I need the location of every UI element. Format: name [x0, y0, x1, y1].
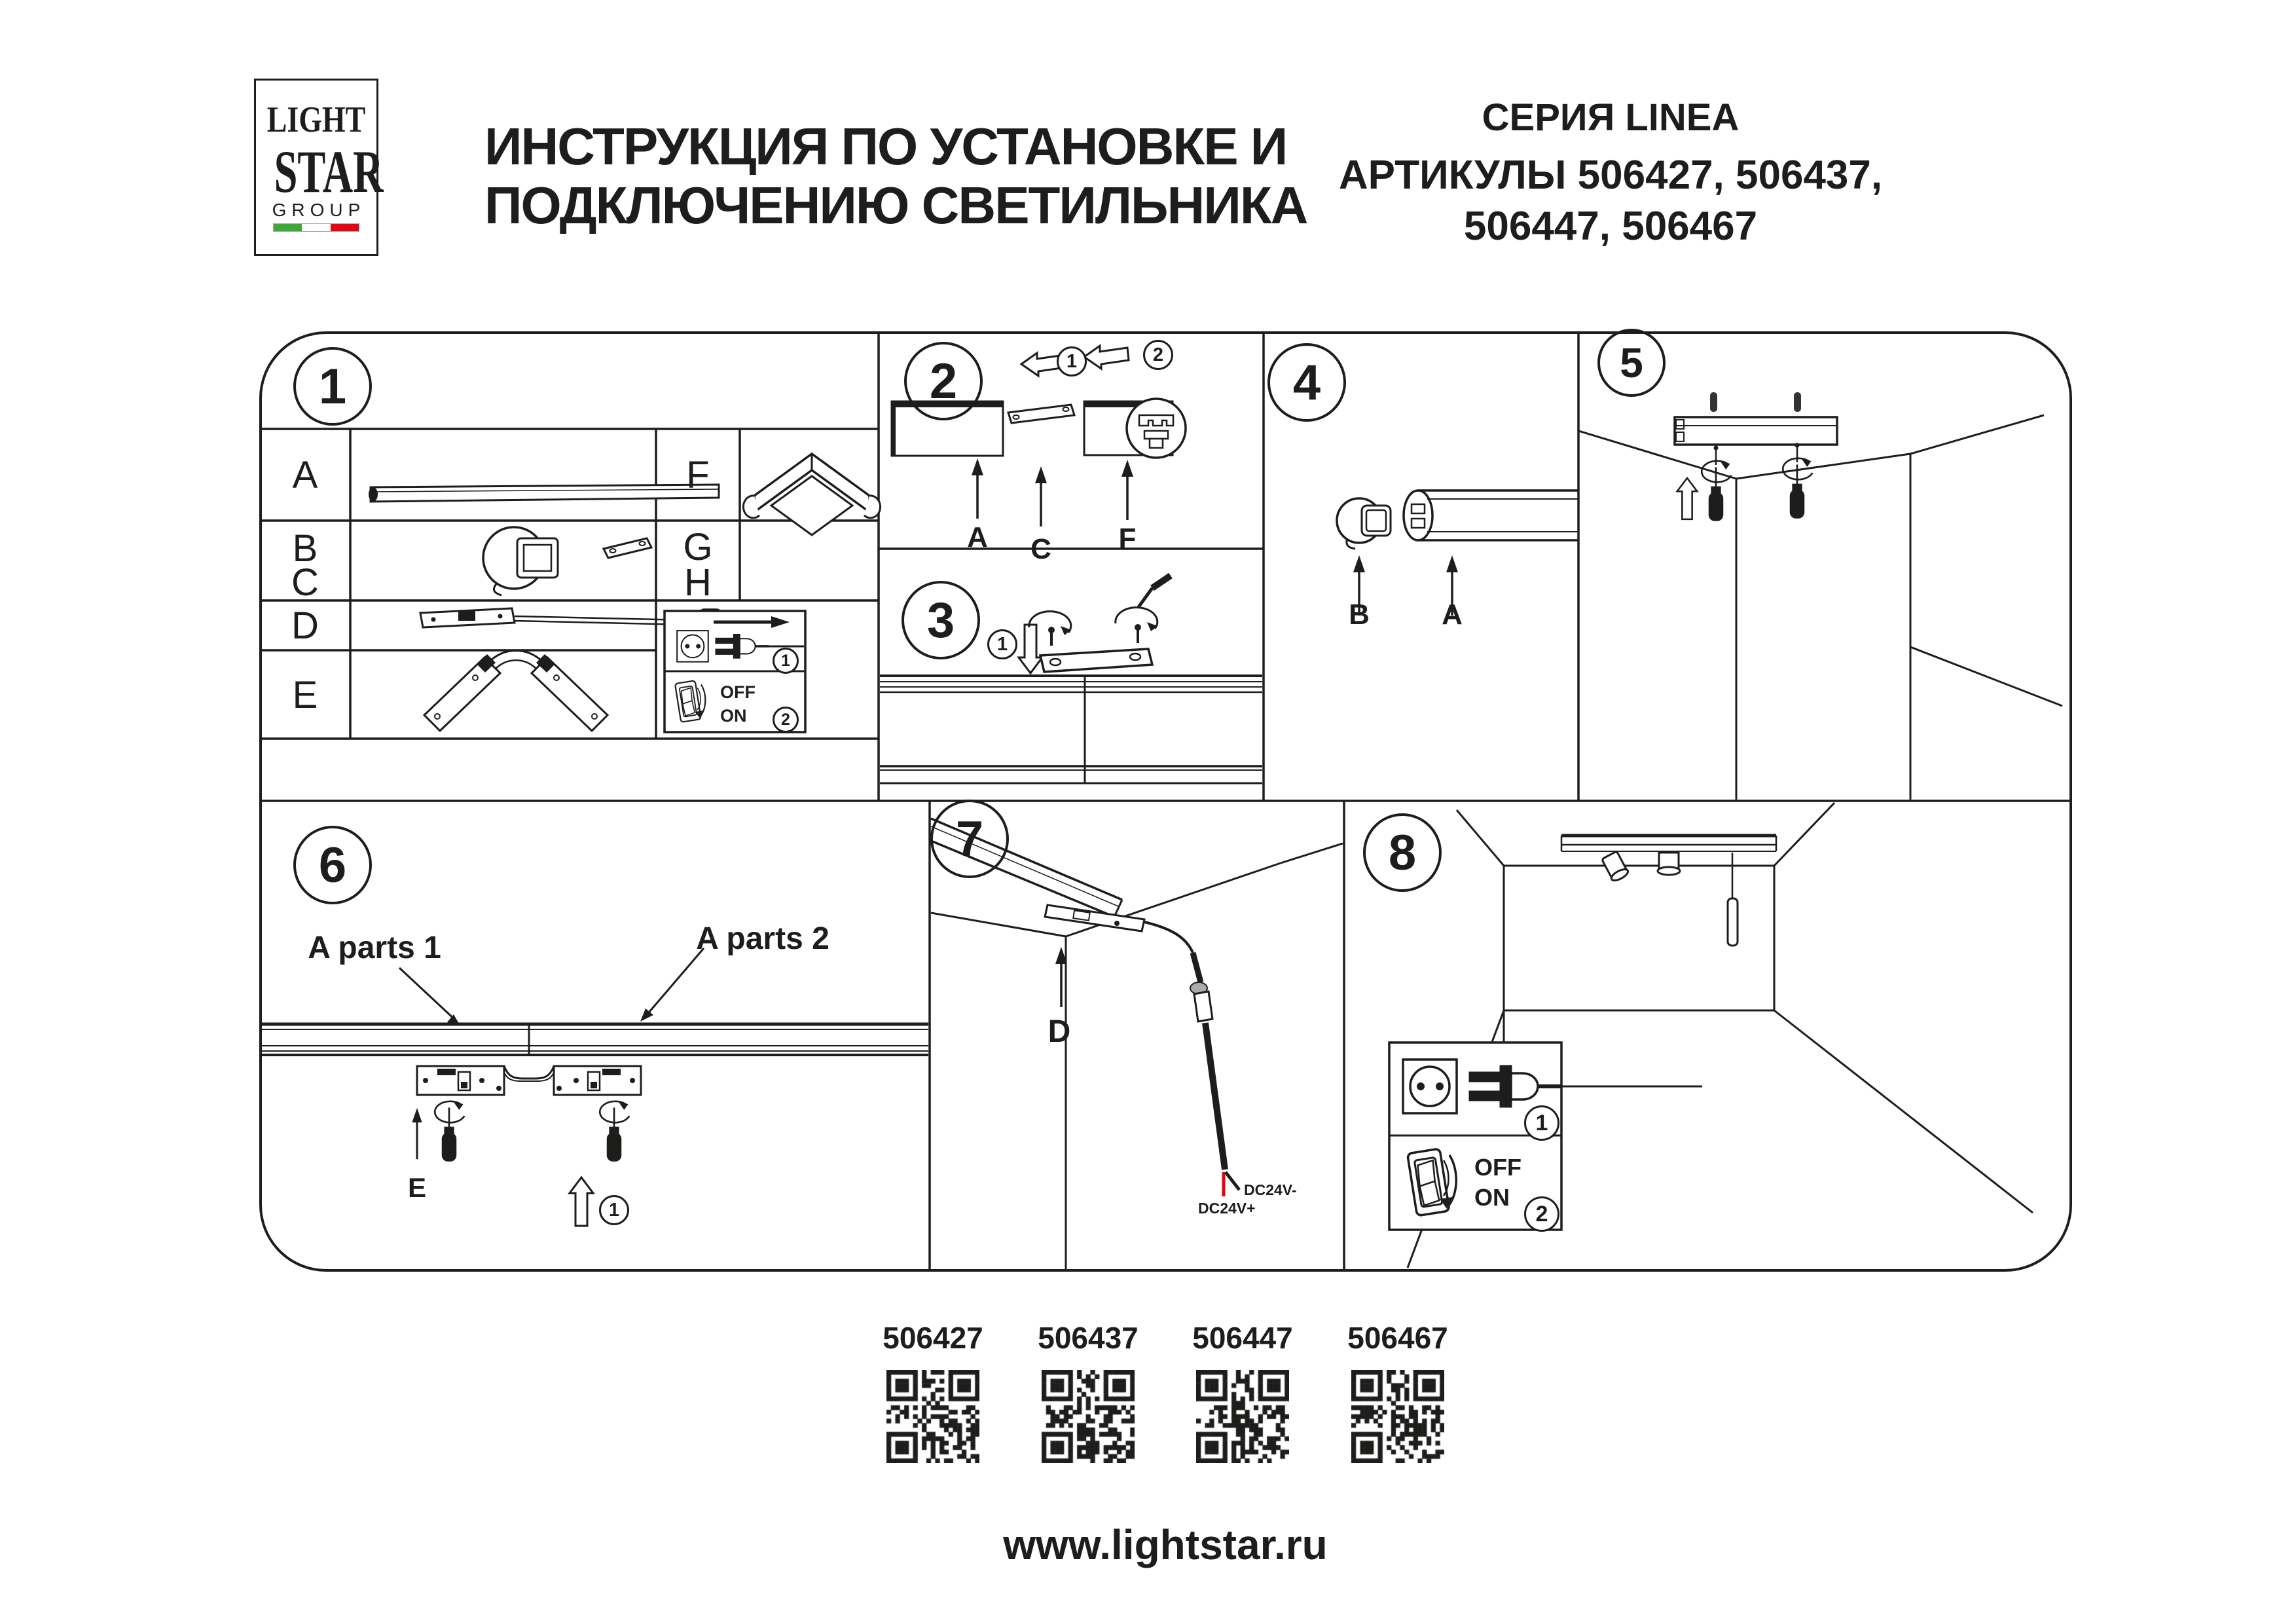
panel2-label-a: A — [967, 521, 988, 553]
articles-line2: 506447, 506467 — [1463, 204, 1758, 249]
lightstar-logo — [254, 79, 384, 256]
logo-light-text: LIGHT — [266, 100, 366, 140]
panel8-marker-2: 2 — [1524, 1196, 1559, 1232]
italian-flag-bar — [273, 223, 359, 232]
series-label: СЕРИЯ LINEA — [1482, 96, 1740, 139]
flag-white — [302, 224, 330, 231]
panel2-label-f: F — [1118, 523, 1137, 555]
step-circle-1: 1 — [293, 347, 372, 426]
panel6-a-parts-2: A parts 2 — [696, 921, 829, 956]
website-link: www.lightstar.ru — [1003, 1521, 1328, 1568]
part-e-drawing — [424, 651, 608, 731]
logo-group-text: GROUP — [272, 200, 366, 220]
panel1-on-label: ON — [720, 706, 747, 726]
panel1-off-label: OFF — [720, 682, 756, 702]
part-f-drawing — [743, 454, 880, 535]
panel8-marker-1: 1 — [1524, 1105, 1559, 1141]
qr-code-506467 — [1351, 1370, 1444, 1463]
part-a-track-drawing — [369, 485, 719, 502]
part-bc-drawing — [483, 527, 651, 595]
part-label-a: A — [292, 454, 318, 496]
panel4-label-a: A — [1442, 599, 1463, 631]
part-label-g: G — [683, 526, 713, 568]
qr-label-506437: 506437 — [1038, 1321, 1139, 1355]
step-circle-2: 2 — [904, 342, 983, 420]
part-label-h: H — [684, 561, 712, 604]
qr-code-506427 — [886, 1370, 979, 1463]
qr-label-506447: 506447 — [1192, 1321, 1293, 1355]
step-circle-8: 8 — [1363, 813, 1442, 892]
panel7-dc-minus: DC24V- — [1244, 1181, 1297, 1198]
panel7-label-d: D — [1048, 1014, 1071, 1049]
page-title-line2: ПОДКЛЮЧЕНИЮ СВЕТИЛЬНИКА — [484, 176, 1307, 234]
panel6-a-parts-1: A parts 1 — [308, 931, 441, 965]
logo-star-text: STAR — [274, 138, 384, 205]
part-label-b: B — [292, 527, 318, 570]
panel1-marker-1: 1 — [773, 648, 799, 674]
panel8-off-label: OFF — [1474, 1154, 1522, 1181]
step-circle-5: 5 — [1597, 329, 1666, 397]
part-label-f: F — [686, 454, 710, 496]
panel-grid — [261, 333, 2071, 1270]
qr-code-506447 — [1196, 1370, 1289, 1463]
part-label-e: E — [292, 674, 318, 716]
panel2-marker-1: 1 — [1057, 346, 1087, 377]
panel7-drawing — [931, 819, 1343, 1269]
panel2-label-c: C — [1030, 533, 1051, 565]
panel8-on-label: ON — [1474, 1184, 1510, 1211]
panel4-drawing — [1337, 490, 1578, 616]
flag-red — [331, 224, 359, 231]
panel6-drawing — [262, 948, 928, 1226]
step-circle-4: 4 — [1267, 343, 1346, 422]
articles-line1: АРТИКУЛЫ 506427, 506437, — [1338, 153, 1883, 198]
panel7-dc-plus: DC24V+ — [1198, 1200, 1256, 1217]
part-label-d: D — [291, 604, 319, 647]
qr-label-506427: 506427 — [883, 1321, 983, 1355]
panel4-label-b: B — [1349, 599, 1370, 631]
panel2-marker-2: 2 — [1143, 340, 1173, 370]
part-label-c: C — [291, 561, 319, 604]
step-circle-7: 7 — [930, 800, 1009, 878]
step-circle-6: 6 — [293, 826, 372, 904]
panel3-marker-1: 1 — [987, 629, 1017, 659]
panel5-drawing — [1578, 392, 2062, 800]
panel6-label-e: E — [407, 1172, 427, 1203]
page-title-line1: ИНСТРУКЦИЯ ПО УСТАНОВКЕ И — [484, 117, 1287, 175]
step-circle-3: 3 — [902, 581, 980, 659]
panel6-marker-1: 1 — [599, 1195, 629, 1225]
panel1-parts-table — [261, 429, 881, 739]
qr-label-506467: 506467 — [1347, 1321, 1448, 1355]
qr-code-506437 — [1042, 1370, 1135, 1463]
panel1-marker-2: 2 — [773, 707, 799, 733]
flag-green — [274, 224, 302, 231]
